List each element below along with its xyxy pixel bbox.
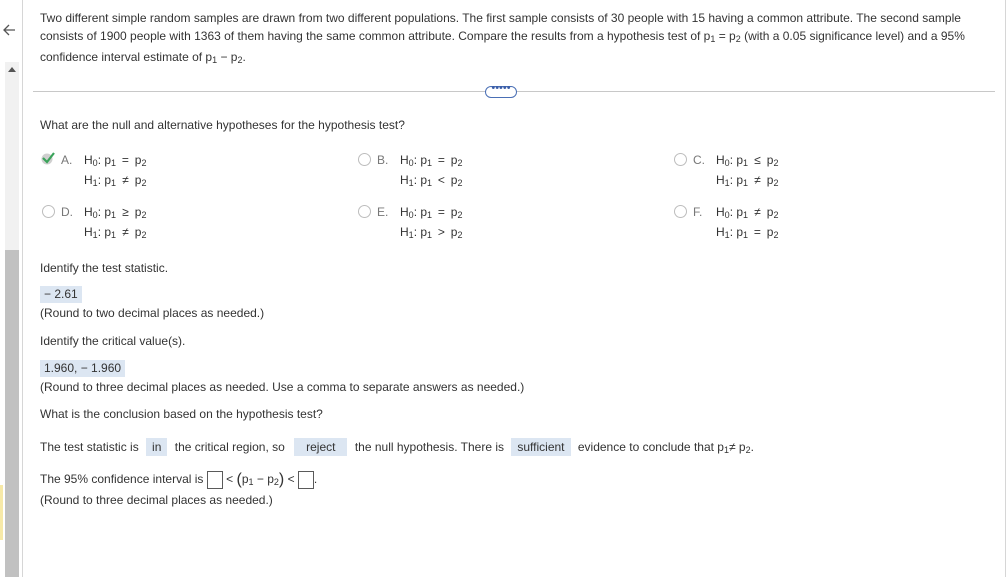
ci-upper-input[interactable] (298, 471, 314, 489)
question-panel: Two different simple random samples are drawn from two different populations. The first sample consists of 30 people with 15 having a common attribute. The second sample consists of 1900 people with 1363 of them having the same common attribute. Compare the results from a hypothesis test of $p_1 = p_2$ (with a 0.05 significance level) and a 95% confidence interval estimate of $p_1 - p_2$. ••••• What are the null and alternative hypotheses for the hypothesis test? A. $H_0$: $p_1 = p_2$ $H_1$: $p_1 \ne p_2$ B. $H_0$: $p_1 = p_2$ $H_1$: $p_1 < p_2$ C. $H_0$: $p_1 \le p_2$ $H_1$: $p_1 \ne p_2$ D. $H_0$: $p_1 \ge p_2$ $H_1$: $p_1 \ne p_2$ E. $H_0$: $p_1 = p_2$ $H_1$: $p_1 > p_2$ F. $H_0$: $p_1 \ne p_2$ $H_1$: $p_1 = p_2$ Identify the test statistic. − 2.61 (Round to two decimal places as needed.) Identify the critical value(s). 1.960, − 1.960 (Round to three decimal places as needed. Use a comma to separate answers as needed.) What is the conclusion based on the hypothesis test? The test statistic is in the critical region, so reject the null hypothesis. There is sufficient evidence to conclude that p1≠ p2. The 95% confidence interval is < $(p_1 - p_2)$ < . (Round to three decimal places as needed.) (22, 0, 1006, 577)
evidence-dropdown[interactable]: sufficient (511, 438, 570, 456)
null-hypothesis: $H_0$: $p_1 \ne p_2$ (716, 205, 779, 220)
question-text: Two different simple random samples are drawn from two different populations. The first sample consists of 30 people with 15 having a common attribute. The second sample consists of 1900 people with 1363 of them having the same common attribute. Compare the results from a hypothesis test of $p_1 = p_2$ (with a 0.05 significance level) and a 95% confidence interval estimate of $p_1 - p_2$. (40, 11, 965, 65)
alternative-hypothesis: $H_1$: $p_1 \ne p_2$ (716, 173, 779, 188)
ellipsis-icon: ••••• (491, 82, 511, 94)
confidence-interval-line: The 95% confidence interval is < $(p_1 - p_2)$ < . (40, 471, 318, 488)
test-statistic-prompt: Identify the test statistic. (40, 261, 169, 275)
radio-button[interactable] (674, 153, 687, 166)
radio-button[interactable] (42, 205, 55, 218)
alternative-hypothesis: $H_1$: $p_1 \ne p_2$ (84, 173, 147, 188)
back-arrow-icon[interactable] (1, 22, 17, 38)
left-rail (0, 0, 22, 577)
alternative-hypothesis: $H_1$: $p_1 < p_2$ (400, 173, 463, 188)
alternative-hypothesis: $H_1$: $p_1 > p_2$ (400, 225, 463, 240)
highlight-edge (0, 485, 3, 540)
null-hypothesis: $H_0$: $p_1 \ge p_2$ (84, 205, 147, 220)
alternative-hypothesis: $H_1$: $p_1 = p_2$ (716, 225, 779, 240)
rounding-note: (Round to two decimal places as needed.) (40, 306, 265, 320)
checkmark-icon (40, 150, 56, 166)
critical-values-answer[interactable]: 1.960, − 1.960 (40, 360, 125, 377)
scroll-up-arrow-icon[interactable] (8, 67, 16, 72)
radio-button[interactable] (358, 153, 371, 166)
radio-button[interactable] (674, 205, 687, 218)
scrollbar-thumb[interactable] (5, 250, 19, 577)
conclusion-prompt: What is the conclusion based on the hypothesis test? (40, 407, 323, 421)
null-hypothesis: $H_0$: $p_1 \le p_2$ (716, 153, 779, 168)
ci-lower-input[interactable] (207, 471, 223, 489)
radio-button[interactable] (358, 205, 371, 218)
conclusion-sentence: The test statistic is in the critical region, so reject the null hypothesis. There is sufficient evidence to conclude that p1≠ p2. (40, 440, 754, 455)
null-hypothesis: $H_0$: $p_1 = p_2$ (400, 153, 463, 168)
rounding-note: (Round to three decimal places as needed. Use a comma to separate answers as needed.) (40, 380, 525, 394)
rounding-note: (Round to three decimal places as needed.) (40, 493, 273, 507)
null-hypothesis: $H_0$: $p_1 = p_2$ (400, 205, 463, 220)
null-hypothesis: $H_0$: $p_1 = p_2$ (84, 153, 147, 168)
region-dropdown[interactable]: in (146, 438, 167, 456)
decision-dropdown[interactable]: reject (294, 438, 347, 456)
test-statistic-answer[interactable]: − 2.61 (40, 286, 82, 303)
alternative-hypothesis: $H_1$: $p_1 \ne p_2$ (84, 225, 147, 240)
more-button[interactable] (485, 82, 517, 98)
critical-values-prompt: Identify the critical value(s). (40, 334, 186, 348)
hypotheses-prompt: What are the null and alternative hypotheses for the hypothesis test? (40, 118, 405, 132)
